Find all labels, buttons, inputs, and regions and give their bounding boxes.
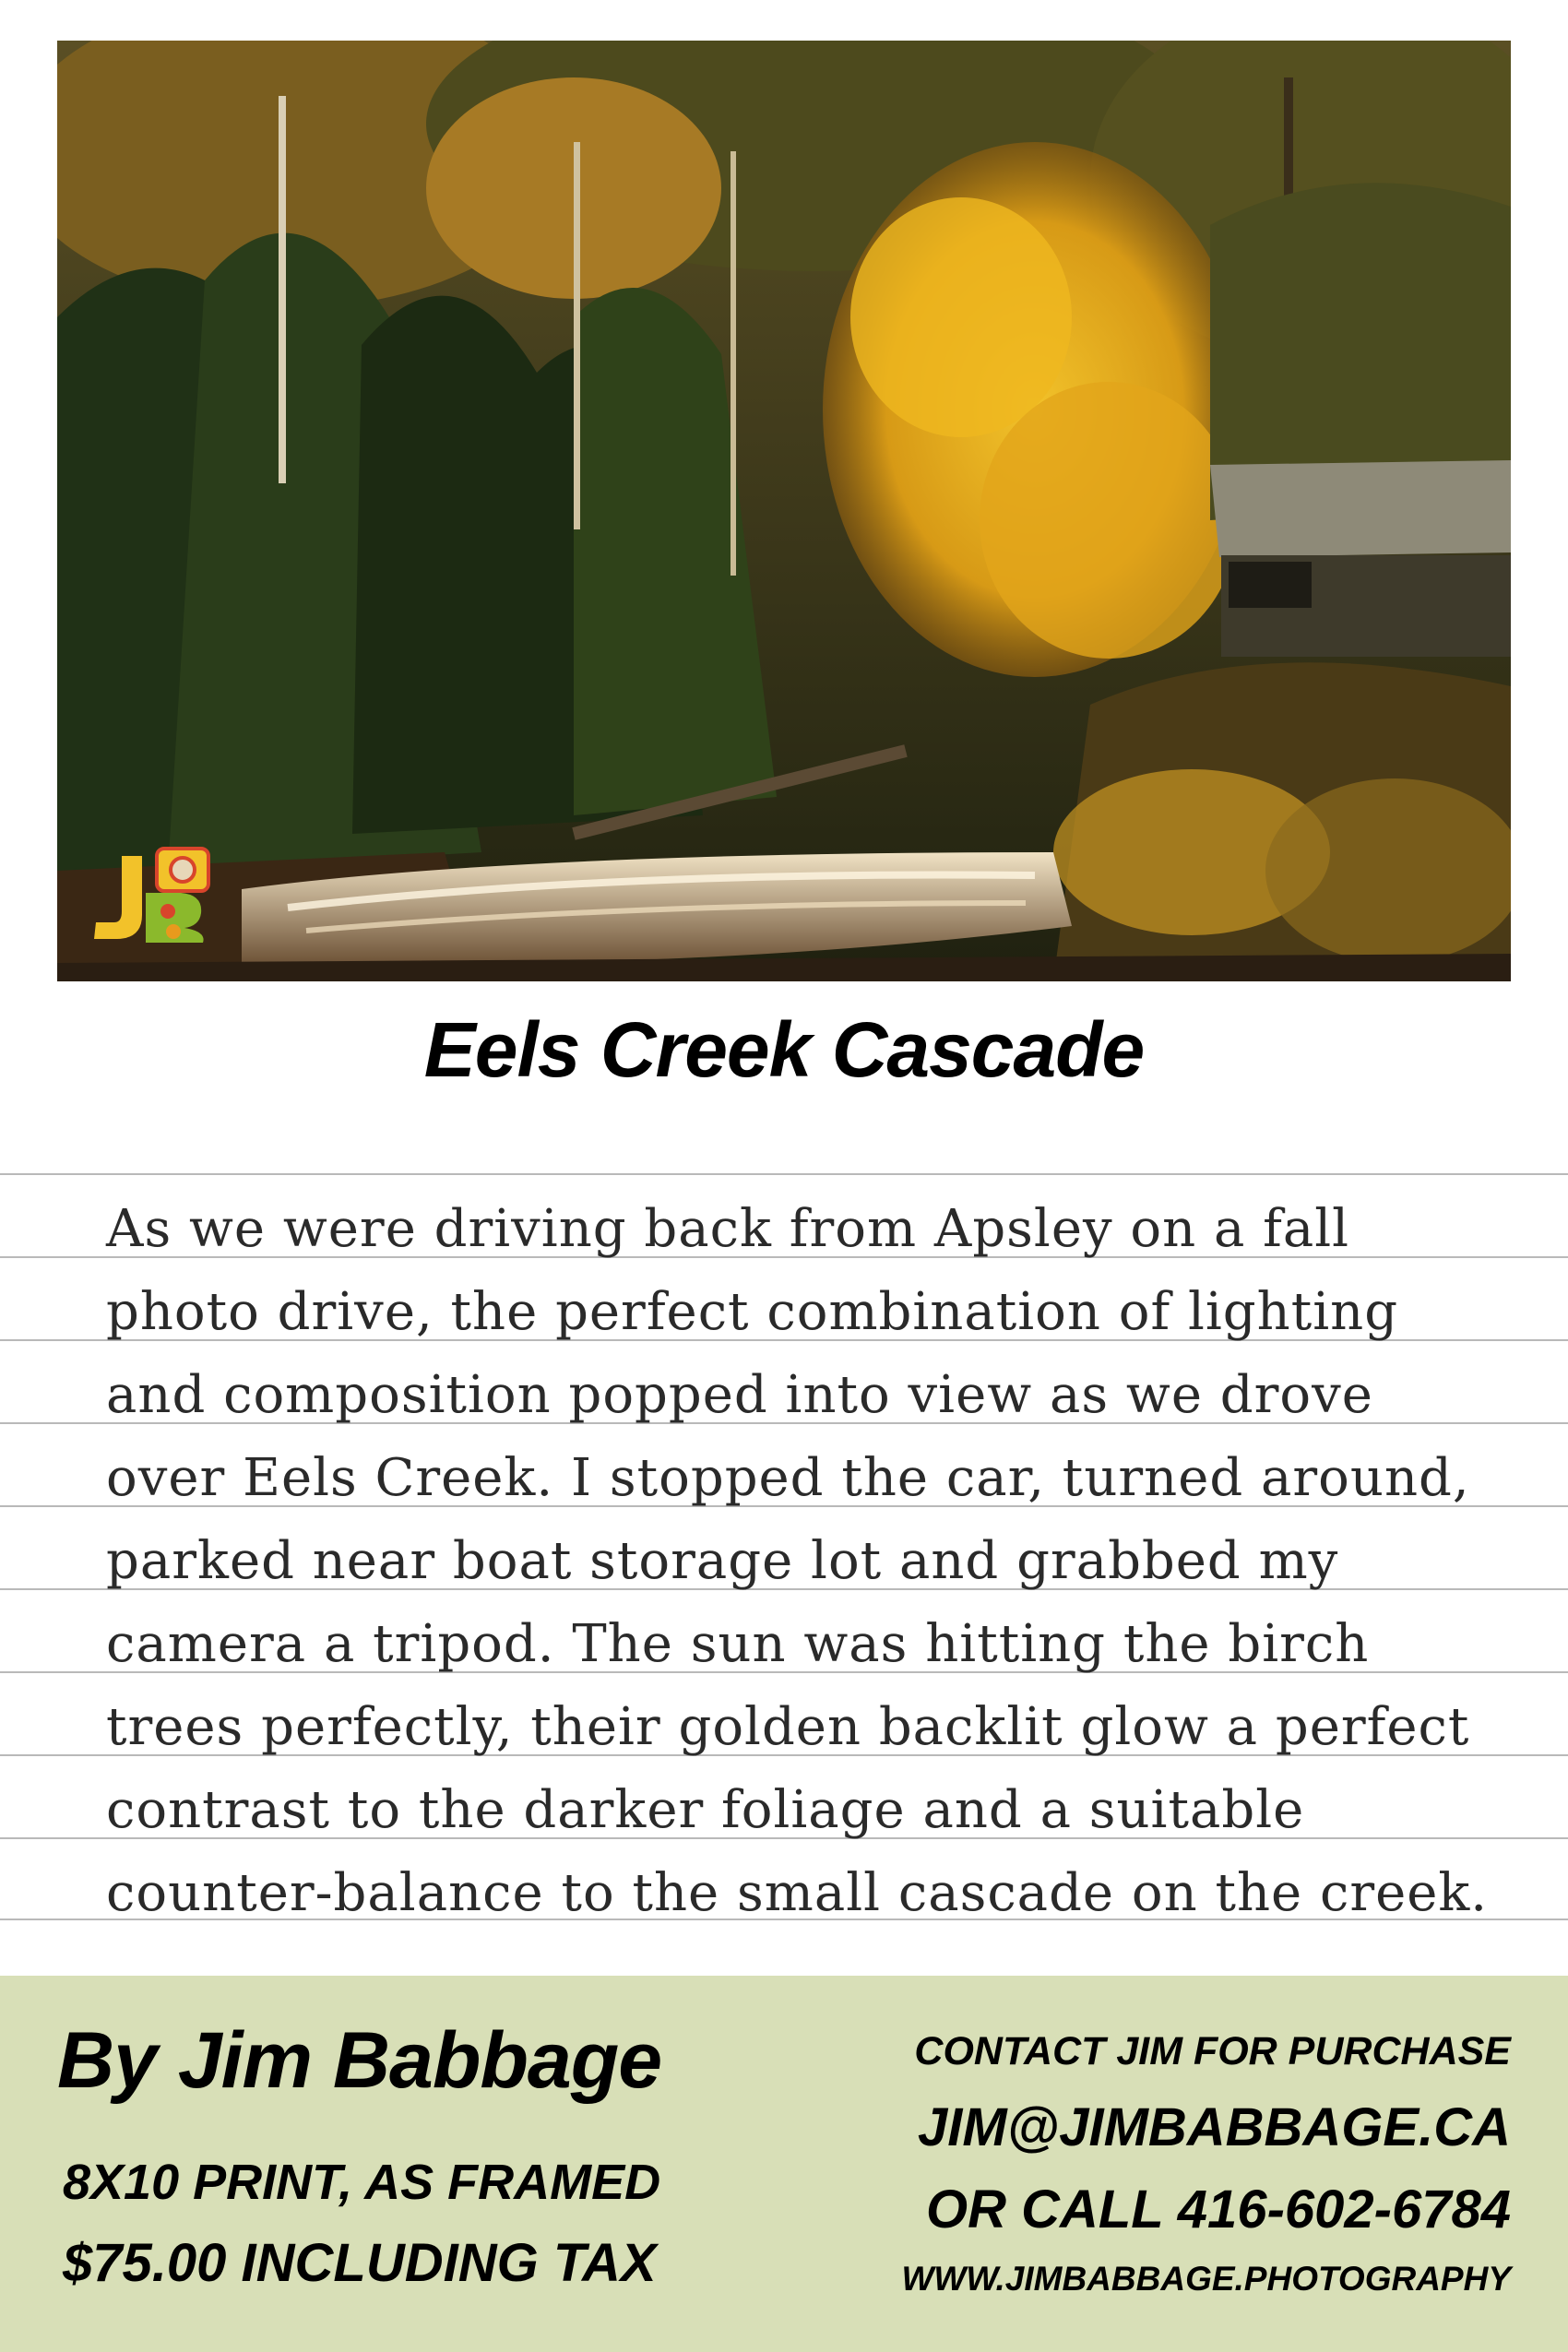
story-line: photo drive, the perfect combination of lighting bbox=[106, 1282, 1399, 1342]
print-size: 8X10 PRINT, AS FRAMED bbox=[63, 2155, 661, 2210]
byline: By Jim Babbage bbox=[57, 2016, 662, 2105]
jb-logo-icon bbox=[85, 837, 214, 946]
print-price: $75.00 INCLUDING TAX bbox=[63, 2233, 657, 2293]
contact-heading: CONTACT JIM FOR PURCHASE bbox=[914, 2029, 1511, 2073]
story-line: contrast to the darker foliage and a suitable bbox=[106, 1780, 1305, 1840]
contact-email[interactable]: JIM@JIMBABBAGE.CA bbox=[917, 2097, 1511, 2157]
photo-title: Eels Creek Cascade bbox=[423, 1006, 1145, 1093]
story-line: As we were driving back from Apsley on a fall bbox=[106, 1199, 1350, 1259]
contact-website[interactable]: WWW.JIMBABBAGE.PHOTOGRAPHY bbox=[901, 2260, 1511, 2298]
story-line: and composition popped into view as we drove bbox=[106, 1365, 1373, 1425]
story-line: parked near boat storage lot and grabbed my bbox=[106, 1531, 1339, 1591]
story-line: camera a tripod. The sun was hitting the birch bbox=[106, 1614, 1370, 1674]
story-line: trees perfectly, their golden backlit glow a perfect bbox=[106, 1697, 1470, 1757]
story-text bbox=[106, 1188, 1508, 1935]
rule-line bbox=[0, 1173, 1568, 1175]
contact-phone[interactable]: OR CALL 416-602-6784 bbox=[925, 2180, 1511, 2239]
story-line: counter-balance to the small cascade on the creek. bbox=[106, 1863, 1489, 1923]
story-line: over Eels Creek. I stopped the car, turned around, bbox=[106, 1448, 1470, 1508]
landscape-photo bbox=[57, 41, 1511, 981]
